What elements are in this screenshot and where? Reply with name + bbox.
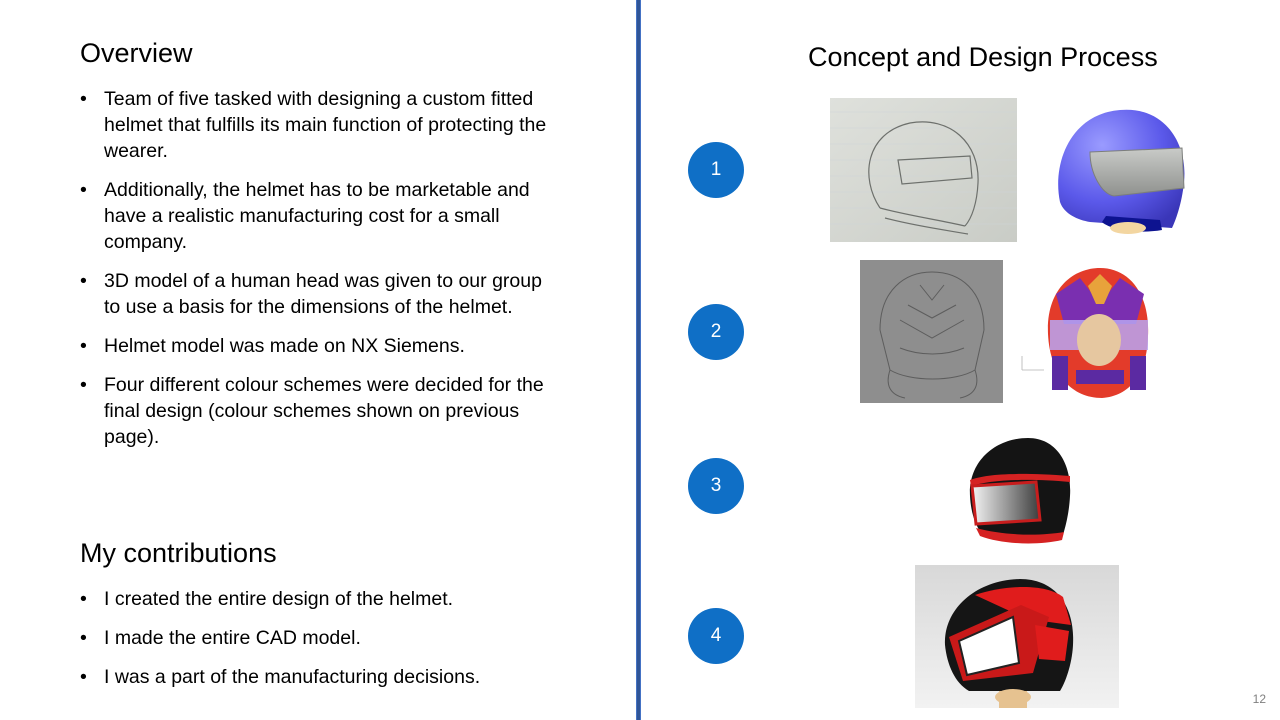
contributions-list [80, 586, 600, 703]
sketch-image-1 [830, 98, 1017, 242]
overview-bullet: • Additionally, the helmet has to be marketable and have a realistic manufacturing cost for a small company. [80, 177, 550, 255]
step-4-badge: 4 [688, 608, 744, 664]
process-title: Concept and Design Process [808, 42, 1158, 72]
contribution-bullet: • I created the entire design of the helmet. [80, 586, 600, 612]
overview-bullet: • Team of five tasked with designing a custom fitted helmet that fulfills its main function of protecting the wearer. [80, 86, 550, 164]
overview-bullet: • Helmet model was made on NX Siemens. [80, 333, 550, 359]
overview-bullet: • Four different colour schemes were decided for the final design (colour schemes shown on previous page). [80, 372, 550, 450]
step-3-badge: 3 [688, 458, 744, 514]
step-1-badge: 1 [688, 142, 744, 198]
overview-heading: Overview [80, 38, 193, 68]
render-image-1 [1050, 104, 1190, 236]
step-2-badge: 2 [688, 304, 744, 360]
contribution-bullet: • I made the entire CAD model. [80, 625, 600, 651]
render-image-2 [1018, 264, 1152, 402]
render-image-4 [915, 565, 1119, 708]
vertical-divider [636, 0, 641, 720]
page-number: 12 [1252, 692, 1266, 706]
sketch-image-2 [860, 260, 1003, 403]
overview-list [80, 86, 550, 463]
left-panel [0, 0, 636, 720]
overview-bullet: • 3D model of a human head was given to our group to use a basis for the dimensions of the helmet. [80, 268, 550, 320]
contributions-heading: My contributions [80, 538, 277, 568]
render-image-3 [966, 436, 1074, 546]
contribution-bullet: • I was a part of the manufacturing decisions. [80, 664, 600, 690]
